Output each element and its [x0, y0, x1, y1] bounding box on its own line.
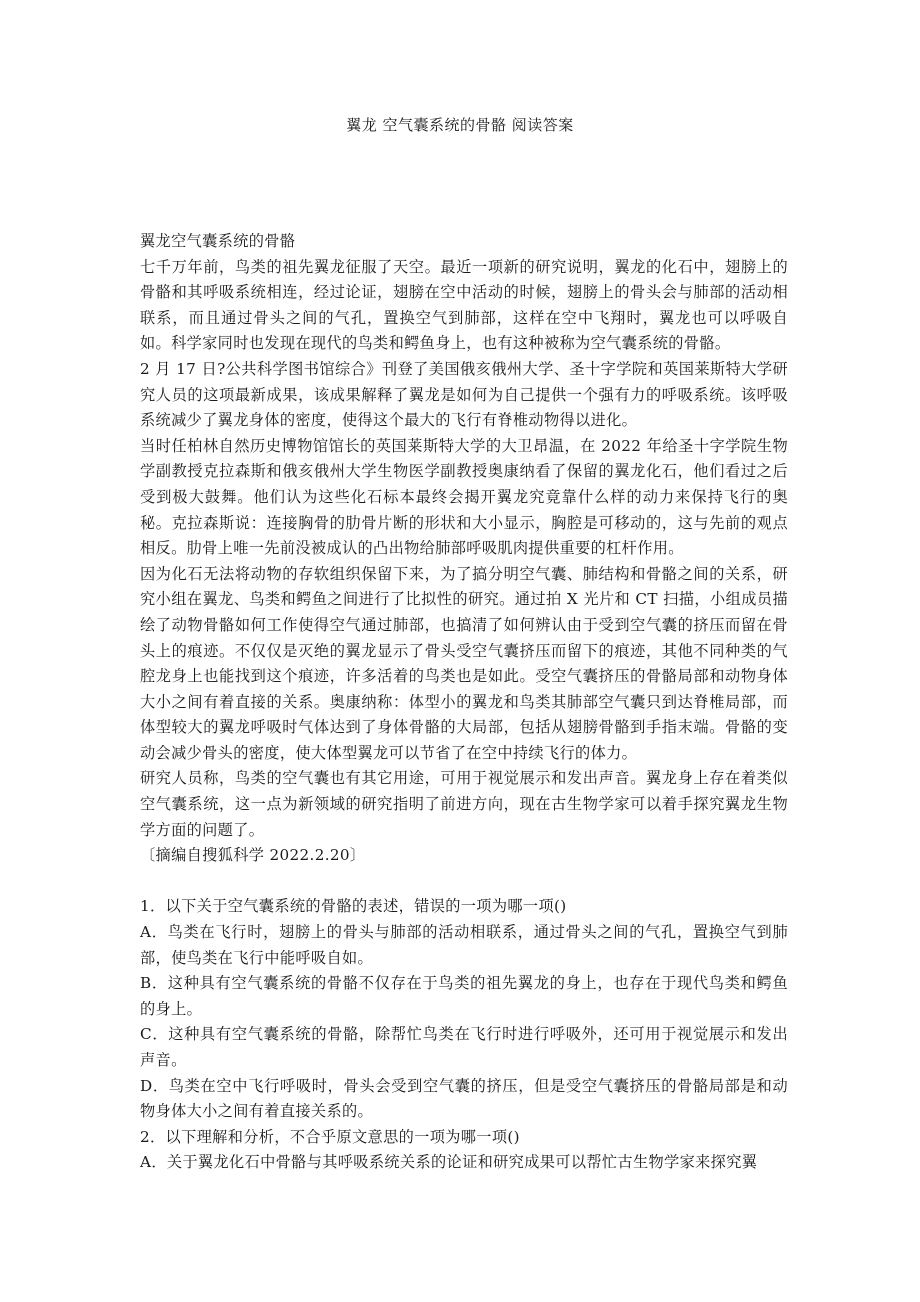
paragraph: 研究人员称，鸟类的空气囊也有其它用途，可用于视觉展示和发出声音。翼龙身上存在着类似空气囊系统，这一点为新领域的研究指明了前进方向，现在古生物学家可以着手探究翼龙生物学方面的问题了。: [140, 769, 788, 839]
paragraph: 当时任柏林自然历史博物馆馆长的英国莱斯特大学的大卫昂温，在 2022 年给圣十字学院生物学副教授克拉森斯和俄亥俄州大学生物医学副教授奥康纳看了保留的翼龙化石，他们看过之后受到极大鼓舞。他们认为这些化石标本最终会揭开翼龙究竟靠什么样的动力来保持飞行的奥秘。克拉森斯说：连接胸骨的肋骨片断的形状和大小显示，胸腔是可移动的，这与先前的观点相反。肋骨上唯一先前没被成认的凸出物给肺部呼吸肌肉提供重要的杠杆作用。: [140, 436, 788, 558]
document-body: [140, 229, 788, 1176]
paragraph: 2 月 17 日?公共科学图书馆综合》刊登了美国俄亥俄州大学、圣十字学院和英国莱斯特大学研究人员的这项最新成果，该成果解释了翼龙是如何为自己提供一个强有力的呼吸系统。该呼吸系统减少了翼龙身体的密度，使得这个最大的飞行有脊椎动物得以进化。: [140, 359, 788, 430]
question-option: A．鸟类在飞行时，翅膀上的骨头与肺部的活动相联系，通过骨头之间的气孔，置换空气到肺部，使鸟类在飞行中能呼吸自如。: [140, 923, 788, 967]
question: 2．以下理解和分析，不合乎原文意思的一项为哪一项(): [140, 1127, 520, 1146]
question-option: C．这种具有空气囊系统的骨骼，除帮忙鸟类在飞行时进行呼吸外，还可用于视觉展示和发出声音。: [140, 1025, 788, 1069]
page-title: 翼龙 空气囊系统的骨骼 阅读答案: [346, 116, 574, 134]
source-citation: 〔摘编自搜狐科学 2022.2.20〕: [140, 846, 366, 865]
article-heading: 翼龙空气囊系统的骨骼: [140, 232, 296, 250]
paragraph: 因为化石无法将动物的存软组织保留下来，为了搞分明空气囊、肺结构和骨骼之间的关系，研究小组在翼龙、鸟类和鳄鱼之间进行了比拟性的研究。通过拍 X 光片和 CT 扫描，小组成员描绘了动物骨骼如何工作使得空气通过肺部，也搞清了如何辨认由于受到空气囊的挤压而留在骨头上的痕迹。不仅仅是灭绝的翼龙显示了骨头受空气囊挤压而留下的痕迹，其他不同种类的气腔龙身上也能找到这个痕迹，许多活着的鸟类也是如此。受空气囊挤压的骨骼局部和动物身体大小之间有着直接的关系。奥康纳称：体型小的翼龙和鸟类其肺部空气囊只到达脊椎局部，而体型较大的翼龙呼吸时气体达到了身体骨骼的大局部，包括从翅膀骨骼到手指末端。骨骼的变动会减少骨头的密度，使大体型翼龙可以节省了在空中持续飞行的体力。: [140, 564, 788, 762]
question: 1．以下关于空气囊系统的骨骼的表述，错误的一项为哪一项(): [140, 897, 567, 916]
question-option: A．关于翼龙化石中骨骼与其呼吸系统关系的论证和研究成果可以帮忙古生物学家来探究翼: [140, 1153, 758, 1172]
question-option: D．鸟类在空中飞行呼吸时，骨头会受到空气囊的挤压，但是受空气囊挤压的骨骼局部是和动物身体大小之间有着直接关系的。: [140, 1076, 788, 1121]
question-option: B．这种具有空气囊系统的骨骼不仅存在于鸟类的祖先翼龙的身上，也存在于现代鸟类和鳄鱼的身上。: [140, 974, 788, 1018]
spacer: [140, 869, 788, 895]
paragraph: 七千万年前，鸟类的祖先翼龙征服了天空。最近一项新的研究说明，翼龙的化石中，翅膀上的骨骼和其呼吸系统相连，经过论证，翅膀在空中活动的时候，翅膀上的骨头会与肺部的活动相联系，而且通过骨头之间的气孔，置换空气到肺部，这样在空中飞翔时，翼龙也可以呼吸自如。科学家同时也发现在现代的鸟类和鳄鱼身上，也有这种被称为空气囊系统的骨骼。: [140, 257, 788, 353]
